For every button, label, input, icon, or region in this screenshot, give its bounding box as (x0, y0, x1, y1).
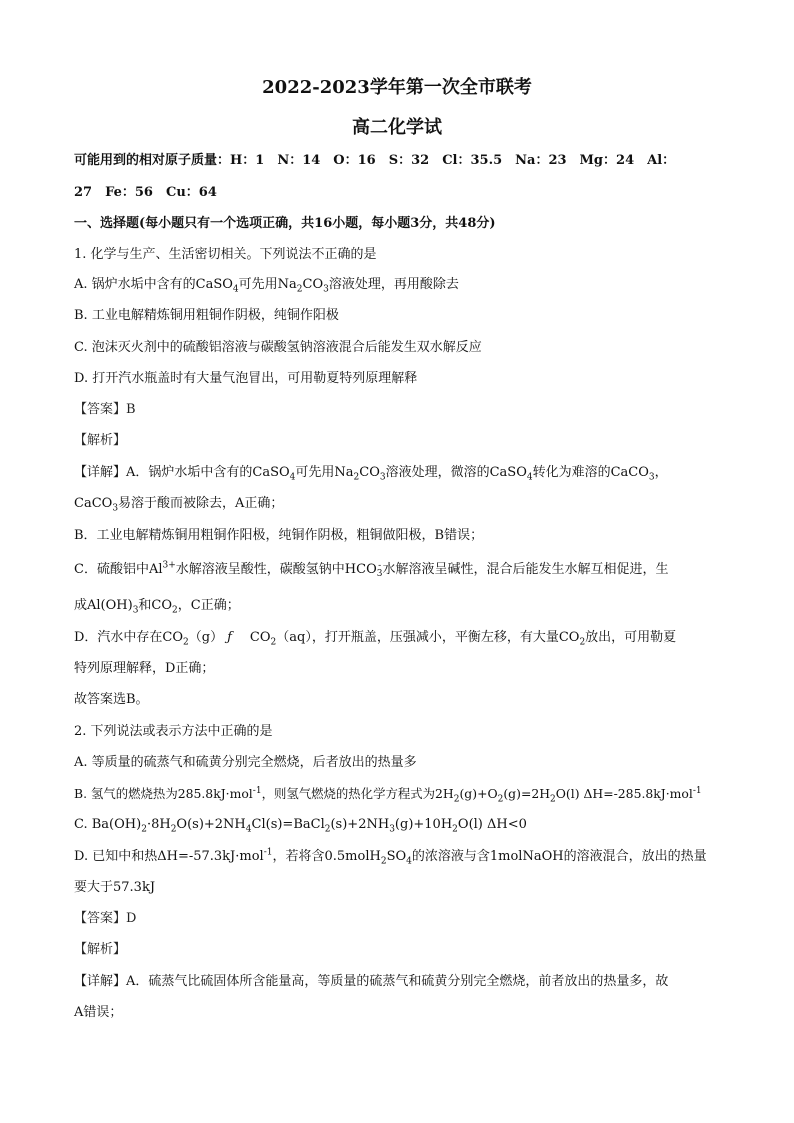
q1-option-a (74, 275, 724, 295)
sub: 2 (170, 824, 177, 835)
text: 可先用Na (238, 277, 297, 292)
text: ，则氢气燃烧的热化学方程式为2H (261, 786, 454, 801)
exam-subtitle: 高二化学试 (352, 117, 442, 138)
sub: 3 (376, 568, 383, 579)
text: 水解溶液呈碱性，混合后能发生水解互相促进，生 (382, 562, 669, 577)
sub: 2 (497, 794, 504, 805)
q2-stem: 2. 下列说法或表示方法中正确的是 (74, 724, 273, 739)
text: O(s)+2NH (176, 817, 246, 832)
sup: 3+ (162, 560, 176, 571)
sub: 3 (389, 824, 395, 835)
sub: 4 (232, 284, 239, 295)
text: ，C正确； (177, 598, 240, 613)
text: 放出，可用勒夏 (585, 630, 677, 645)
q2-option-a: A. 等质量的硫蒸气和硫黄分别完全燃烧，后者放出的热量多 (74, 755, 417, 770)
text: CO (359, 465, 380, 480)
q2-detail-a-line1: 【详解】A．硫蒸气比硫固体所含能量高，等质量的硫蒸气和硫黄分别完全燃烧，前者放出的热量多，故 (74, 974, 669, 989)
text: ，若将含0.5molH (272, 849, 381, 864)
q1-option-d: D. 打开汽水瓶盖时有大量气泡冒出，可用勒夏特列原理解释 (74, 371, 418, 386)
text: Cl(s)=BaCl (251, 817, 325, 832)
sub: 2 (141, 824, 147, 835)
text: （aq），打开瓶盖，压强减小，平衡左移，有大量CO (276, 630, 580, 645)
sub: 2 (296, 284, 303, 295)
sub: 2 (380, 856, 387, 867)
sub: 2 (579, 637, 586, 648)
text: 溶液处理，再用酸除去 (328, 277, 459, 292)
q1-detail-c-line2 (74, 596, 724, 616)
text: CaCO (74, 496, 113, 511)
text: 水解溶液呈酸性，碳酸氢钠中HCO (175, 562, 377, 577)
q1-detail-c-line1 (74, 560, 724, 580)
sub: 4 (526, 472, 533, 483)
text: 【详解】A．锅炉水垢中含有的CaSO (74, 465, 290, 480)
sub: 2 (270, 637, 277, 648)
sub: 4 (245, 824, 252, 835)
text: SO (386, 849, 407, 864)
text: (g)=2H (503, 786, 551, 801)
text: A. 锅炉水垢中含有的CaSO (74, 277, 233, 292)
text: 可先用Na (295, 465, 354, 480)
text: CO (302, 277, 324, 292)
sub: 3 (323, 284, 329, 295)
q2-option-b (74, 784, 724, 804)
q2-option-d-line1 (74, 847, 724, 867)
text: ·8H (146, 817, 171, 832)
sub: 3 (112, 503, 119, 514)
sub: 2 (353, 472, 360, 483)
sup: -1 (263, 847, 273, 858)
q1-detail-d-line2: 特列原理解释，D正确； (74, 661, 215, 676)
q1-detail-b: B．工业电解精炼铜用粗铜作阳极，纯铜作阴极，粗铜做阳极，B错误； (74, 528, 484, 543)
text: B. 氢气的燃烧热为285.8kJ·mol (74, 786, 253, 801)
text: （g） (188, 630, 224, 645)
q1-analysis-label: 【解析】 (74, 433, 127, 448)
sup: -1 (692, 785, 702, 796)
exam-title: 2022-2023学年第一次全市联考 (262, 77, 532, 98)
sub: 2 (452, 824, 458, 835)
text: D．汽水中存在CO (74, 630, 184, 645)
text: (g)+10H (394, 817, 453, 832)
atomic-mass-line2: 27 Fe：56 Cu：64 (74, 185, 217, 200)
text: ， (654, 465, 668, 480)
sub: 3 (379, 472, 386, 483)
sub: 2 (550, 794, 556, 805)
text: O(l) ΔH<0 (457, 817, 527, 832)
sup: - (378, 560, 382, 571)
sub: 2 (183, 637, 189, 648)
q1-option-b: B. 工业电解精炼铜用粗铜作阴极，纯铜作阳极 (74, 308, 339, 323)
text: 的浓溶液与含1molNaOH的溶液混合，放出的热量 (411, 849, 707, 864)
sub: 4 (289, 472, 296, 483)
text: 和CO (138, 598, 173, 613)
sub: 3 (132, 605, 139, 616)
text: 易溶于酸而被除去，A正确； (118, 496, 284, 511)
sub: 2 (172, 605, 178, 616)
atomic-mass-line1: 可能用到的相对原子质量：H：1 N：14 O：16 S：32 Cl：35.5 Na：23 Mg：24 Al： (74, 153, 676, 168)
text: D. 已知中和热ΔH=-57.3kJ·mol (74, 849, 264, 864)
sup: -1 (252, 785, 262, 796)
q1-detail-a-line1 (74, 463, 724, 483)
q2-detail-a-line2: A错误； (74, 1005, 123, 1020)
text: (s)+2NH (330, 817, 390, 832)
q1-detail-a-line2 (74, 494, 724, 514)
sub: 2 (453, 794, 460, 805)
q1-answer: 【答案】B (74, 402, 136, 417)
q2-analysis-label: 【解析】 (74, 942, 127, 957)
text: CO (249, 630, 271, 645)
sub: 2 (324, 824, 331, 835)
text: 溶液处理，微溶的CaSO (385, 465, 527, 480)
q1-conclusion: 故答案选B。 (74, 692, 149, 707)
text: O(l) ΔH=-285.8kJ·mol (555, 786, 693, 801)
q1-detail-d-line1 (74, 628, 724, 648)
q2-option-c (74, 815, 724, 835)
q1-option-c: C. 泡沫灭火剂中的硫酸铝溶液与碳酸氢钠溶液混合后能发生双水解反应 (74, 340, 482, 355)
text: C. Ba(OH) (74, 817, 142, 832)
text: (g)+O (459, 786, 498, 801)
section-heading: 一、选择题(每小题只有一个选项正确，共16小题，每小题3分，共48分) (74, 216, 496, 231)
equilibrium-glyph: ƒ (227, 630, 232, 645)
q1-stem: 1. 化学与生产、生活密切相关。下列说法不正确的是 (74, 247, 377, 262)
text: 转化为难溶的CaCO (532, 465, 649, 480)
sub: 3 (648, 472, 655, 483)
q2-answer: 【答案】D (74, 911, 137, 926)
sub: 4 (406, 856, 412, 867)
text: C．硫酸铝中Al (74, 562, 163, 577)
text: 成Al(OH) (74, 598, 133, 613)
q2-option-d-line2: 要大于57.3kJ (74, 880, 156, 895)
